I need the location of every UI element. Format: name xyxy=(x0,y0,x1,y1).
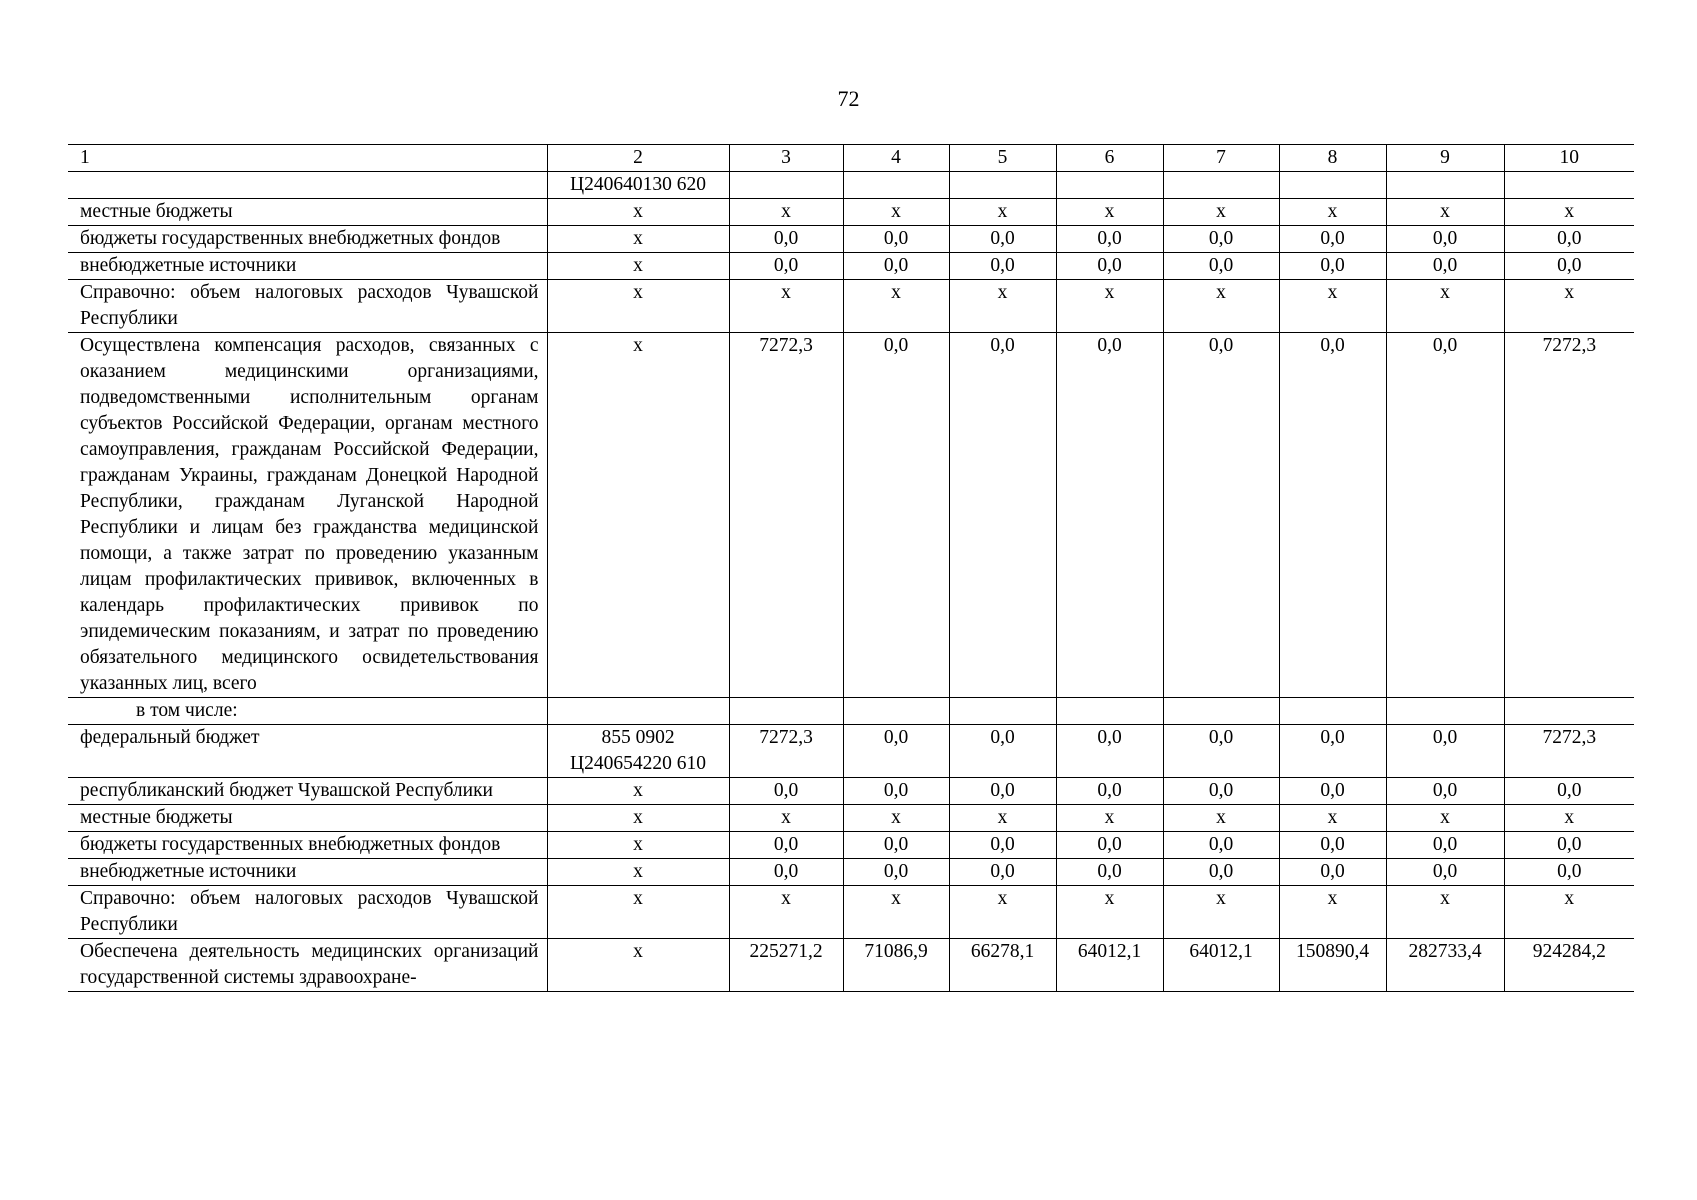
page-number: 72 xyxy=(837,86,860,111)
value-cell: х xyxy=(949,886,1056,939)
value-cell: х xyxy=(729,199,843,226)
value-cell: х xyxy=(1056,280,1163,333)
row-label: Осуществлена компенсация расходов, связанных с оказанием медицинскими организациями, подведомственными исполнительным органам субъектов Российской Федерации, органам местного самоуправления, гражданам Российской Федерации, гражданам Украины, гражданам Донецкой Народной Республики, гражданам Луганской Народной Республики и лицам без гражданства медицинской помощи, а также затрат по проведению указанным лицам профилактических прививок, включенных в календарь профилактических прививок по эпидемическим показаниям, и затрат по проведению обязательного медицинского освидетельствования указанных лиц, всего xyxy=(68,333,547,698)
value-cell: 0,0 xyxy=(1279,333,1386,698)
budget-code: х xyxy=(547,778,729,805)
value-cell: 64012,1 xyxy=(1056,939,1163,992)
table-row xyxy=(68,253,1634,280)
value-cell: 0,0 xyxy=(729,253,843,280)
value-cell: 0,0 xyxy=(949,859,1056,886)
header-cell: 5 xyxy=(949,145,1056,172)
value-cell: 0,0 xyxy=(1056,832,1163,859)
budget-code: х xyxy=(547,253,729,280)
value-cell: 0,0 xyxy=(1504,253,1634,280)
value-cell: 0,0 xyxy=(949,725,1056,778)
value-cell: х xyxy=(729,805,843,832)
value-cell: 924284,2 xyxy=(1504,939,1634,992)
row-label: местные бюджеты xyxy=(68,199,547,226)
value-cell: х xyxy=(843,280,949,333)
value-cell: 0,0 xyxy=(1056,859,1163,886)
value-cell: 0,0 xyxy=(843,832,949,859)
value-cell: 0,0 xyxy=(1386,859,1504,886)
table-row xyxy=(68,172,1634,199)
value-cell: 0,0 xyxy=(1279,778,1386,805)
value-cell: 0,0 xyxy=(1056,778,1163,805)
value-cell: 0,0 xyxy=(949,226,1056,253)
value-cell: х xyxy=(1056,886,1163,939)
value-cell: х xyxy=(1504,886,1634,939)
value-cell: 0,0 xyxy=(729,778,843,805)
budget-code: х xyxy=(547,832,729,859)
value-cell: 7272,3 xyxy=(1504,725,1634,778)
row-label: внебюджетные источники xyxy=(68,253,547,280)
value-cell: 150890,4 xyxy=(1279,939,1386,992)
row-label: бюджеты государственных внебюджетных фондов xyxy=(68,832,547,859)
value-cell: 0,0 xyxy=(843,333,949,698)
value-cell: х xyxy=(1504,805,1634,832)
budget-code: х xyxy=(547,333,729,698)
value-cell: 7272,3 xyxy=(1504,333,1634,698)
header-cell: 8 xyxy=(1279,145,1386,172)
value-cell: х xyxy=(949,199,1056,226)
value-cell: х xyxy=(1386,280,1504,333)
table-row xyxy=(68,859,1634,886)
row-label xyxy=(68,172,547,199)
value-cell: х xyxy=(1504,280,1634,333)
table-row xyxy=(68,832,1634,859)
value-cell: 0,0 xyxy=(729,859,843,886)
budget-table xyxy=(68,144,1634,992)
value-cell: 0,0 xyxy=(949,333,1056,698)
value-cell: 0,0 xyxy=(843,778,949,805)
value-cell: 0,0 xyxy=(1386,333,1504,698)
value-cell: х xyxy=(1163,199,1279,226)
value-cell: 0,0 xyxy=(843,253,949,280)
value-cell: 0,0 xyxy=(1056,333,1163,698)
budget-code: х xyxy=(547,199,729,226)
value-cell: 0,0 xyxy=(1504,226,1634,253)
value-cell: 0,0 xyxy=(1056,226,1163,253)
value-cell: 0,0 xyxy=(949,253,1056,280)
value-cell: 0,0 xyxy=(1386,253,1504,280)
value-cell: 0,0 xyxy=(1279,859,1386,886)
budget-code: х xyxy=(547,939,729,992)
value-cell: х xyxy=(843,805,949,832)
value-cell: 0,0 xyxy=(1163,859,1279,886)
value-cell: 0,0 xyxy=(729,832,843,859)
value-cell: х xyxy=(1386,805,1504,832)
value-cell: 0,0 xyxy=(843,859,949,886)
header-cell: 3 xyxy=(729,145,843,172)
row-label: федеральный бюджет xyxy=(68,725,547,778)
value-cell: х xyxy=(949,280,1056,333)
value-cell: 0,0 xyxy=(1504,859,1634,886)
table-row xyxy=(68,939,1634,992)
table-row xyxy=(68,886,1634,939)
table-row xyxy=(68,333,1634,698)
header-cell: 6 xyxy=(1056,145,1163,172)
table-row xyxy=(68,280,1634,333)
row-label: местные бюджеты xyxy=(68,805,547,832)
value-cell: 0,0 xyxy=(1163,725,1279,778)
budget-code: х xyxy=(547,280,729,333)
value-cell: х xyxy=(1163,280,1279,333)
row-label: внебюджетные источники xyxy=(68,859,547,886)
table-row xyxy=(68,199,1634,226)
value-cell: 0,0 xyxy=(1386,778,1504,805)
budget-code: Ц240640130 620 xyxy=(547,172,729,199)
row-label: Справочно: объем налоговых расходов Чувашской Республики xyxy=(68,280,547,333)
value-cell: х xyxy=(1504,199,1634,226)
value-cell: 0,0 xyxy=(1279,253,1386,280)
budget-code: х xyxy=(547,805,729,832)
budget-code-line: Ц240654220 610 xyxy=(570,753,706,774)
value-cell: х xyxy=(729,280,843,333)
value-cell: 0,0 xyxy=(1386,226,1504,253)
header-cell: 1 xyxy=(68,145,547,172)
value-cell: 0,0 xyxy=(1056,725,1163,778)
value-cell: 0,0 xyxy=(1163,226,1279,253)
header-cell: 9 xyxy=(1386,145,1504,172)
value-cell: 0,0 xyxy=(1386,725,1504,778)
value-cell: 0,0 xyxy=(1163,253,1279,280)
header-row xyxy=(68,145,1634,172)
value-cell: х xyxy=(843,886,949,939)
value-cell: х xyxy=(1279,886,1386,939)
value-cell: 0,0 xyxy=(1504,832,1634,859)
value-cell: х xyxy=(1279,280,1386,333)
table-row xyxy=(68,725,1634,778)
value-cell: 0,0 xyxy=(1279,226,1386,253)
table-row xyxy=(68,805,1634,832)
table-row xyxy=(68,698,1634,725)
budget-code-line: 855 0902 xyxy=(601,727,675,748)
row-label: Справочно: объем налоговых расходов Чувашской Республики xyxy=(68,886,547,939)
header-cell: 10 xyxy=(1504,145,1634,172)
value-cell: 282733,4 xyxy=(1386,939,1504,992)
header-cell: 4 xyxy=(843,145,949,172)
value-cell: х xyxy=(1163,805,1279,832)
row-label: республиканский бюджет Чувашской Республики xyxy=(68,778,547,805)
row-label: в том числе: xyxy=(68,698,547,725)
budget-code: х xyxy=(547,226,729,253)
table-row xyxy=(68,226,1634,253)
value-cell: 7272,3 xyxy=(729,333,843,698)
value-cell: х xyxy=(1056,199,1163,226)
value-cell: 0,0 xyxy=(949,832,1056,859)
value-cell: х xyxy=(949,805,1056,832)
value-cell: 0,0 xyxy=(1279,832,1386,859)
value-cell: 0,0 xyxy=(1386,832,1504,859)
value-cell: х xyxy=(843,199,949,226)
value-cell: х xyxy=(1386,886,1504,939)
value-cell: 0,0 xyxy=(1163,778,1279,805)
value-cell: 64012,1 xyxy=(1163,939,1279,992)
table-row xyxy=(68,778,1634,805)
value-cell: 0,0 xyxy=(1056,253,1163,280)
value-cell: х xyxy=(1279,805,1386,832)
budget-code: х xyxy=(547,886,729,939)
value-cell: х xyxy=(1386,199,1504,226)
value-cell: 0,0 xyxy=(1279,725,1386,778)
value-cell: 225271,2 xyxy=(729,939,843,992)
value-cell: 7272,3 xyxy=(729,725,843,778)
row-label: Обеспечена деятельность медицинских организаций государственной системы здравоохране- xyxy=(68,939,547,992)
value-cell: 0,0 xyxy=(1163,333,1279,698)
value-cell: 66278,1 xyxy=(949,939,1056,992)
budget-code xyxy=(547,725,729,778)
value-cell: 0,0 xyxy=(729,226,843,253)
value-cell: 0,0 xyxy=(1163,832,1279,859)
value-cell: 71086,9 xyxy=(843,939,949,992)
value-cell: х xyxy=(1056,805,1163,832)
budget-code: х xyxy=(547,859,729,886)
value-cell: 0,0 xyxy=(1504,778,1634,805)
value-cell: х xyxy=(1163,886,1279,939)
value-cell: х xyxy=(729,886,843,939)
header-cell: 2 xyxy=(547,145,729,172)
value-cell: 0,0 xyxy=(949,778,1056,805)
row-label: бюджеты государственных внебюджетных фондов xyxy=(68,226,547,253)
header-cell: 7 xyxy=(1163,145,1279,172)
value-cell: 0,0 xyxy=(843,725,949,778)
value-cell: х xyxy=(1279,199,1386,226)
value-cell: 0,0 xyxy=(843,226,949,253)
